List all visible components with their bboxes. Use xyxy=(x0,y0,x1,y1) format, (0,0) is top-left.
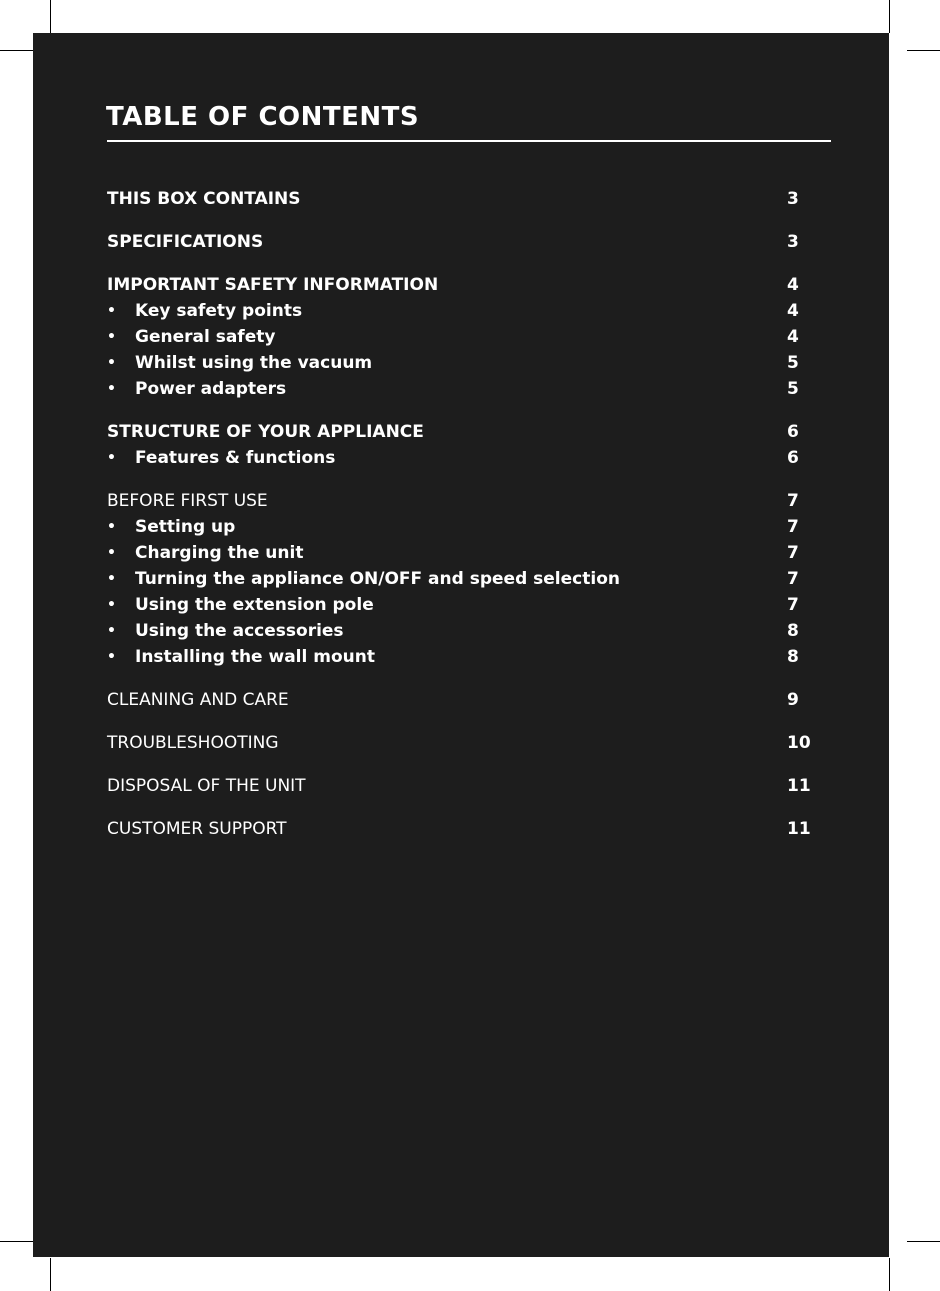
toc-heading-entry[interactable] xyxy=(107,488,811,514)
title-divider xyxy=(107,140,831,142)
crop-mark-bottom-right xyxy=(889,1258,890,1291)
crop-mark-right-top xyxy=(907,50,940,51)
toc-subitem-label: General safety xyxy=(135,327,276,347)
toc-page-number: 3 xyxy=(787,232,799,252)
toc-subitem xyxy=(107,376,286,402)
toc-subitem-label: Charging the unit xyxy=(135,543,304,563)
toc-heading-label: IMPORTANT SAFETY INFORMATION xyxy=(107,275,439,295)
toc-page-number: 9 xyxy=(787,690,799,710)
toc-subitem-label: Using the extension pole xyxy=(135,595,374,615)
toc-heading-entry[interactable] xyxy=(107,816,811,842)
bullet-icon: • xyxy=(107,597,116,613)
toc-subitem-entry[interactable] xyxy=(107,445,811,471)
toc-subitem xyxy=(107,514,235,540)
toc-subitem-label: Key safety points xyxy=(135,301,303,321)
toc-subitem-label: Using the accessories xyxy=(135,621,344,641)
toc-section xyxy=(107,488,811,670)
toc-heading-label: TROUBLESHOOTING xyxy=(107,733,279,753)
toc-heading-label: SPECIFICATIONS xyxy=(107,232,264,252)
table-of-contents xyxy=(107,186,811,859)
toc-subitem-entry[interactable] xyxy=(107,324,811,350)
toc-subitem xyxy=(107,540,303,566)
toc-subitem xyxy=(107,618,344,644)
toc-subitem-entry[interactable] xyxy=(107,618,811,644)
toc-subitem-label: Power adapters xyxy=(135,379,287,399)
toc-heading-entry[interactable] xyxy=(107,773,811,799)
toc-page-number: 7 xyxy=(787,543,799,563)
toc-heading-label: STRUCTURE OF YOUR APPLIANCE xyxy=(107,422,424,442)
manual-page xyxy=(33,33,889,1257)
toc-heading-label: THIS BOX CONTAINS xyxy=(107,189,301,209)
toc-section xyxy=(107,186,811,212)
toc-subitem xyxy=(107,644,375,670)
toc-subitem xyxy=(107,592,374,618)
toc-subitem-entry[interactable] xyxy=(107,540,811,566)
toc-heading-entry[interactable] xyxy=(107,186,811,212)
toc-page-number: 7 xyxy=(787,595,799,615)
toc-page-number: 4 xyxy=(787,275,799,295)
toc-section xyxy=(107,773,811,799)
crop-mark-top-right xyxy=(889,0,890,33)
toc-heading-label: BEFORE FIRST USE xyxy=(107,491,268,511)
toc-subitem-entry[interactable] xyxy=(107,644,811,670)
toc-page-number: 3 xyxy=(787,189,799,209)
toc-page-number: 6 xyxy=(787,422,799,442)
toc-subitem-label: Whilst using the vacuum xyxy=(135,353,373,373)
toc-heading-label: CUSTOMER SUPPORT xyxy=(107,819,287,839)
page-title: TABLE OF CONTENTS xyxy=(106,102,420,132)
crop-mark-left-top xyxy=(0,50,33,51)
toc-section xyxy=(107,229,811,255)
toc-heading-label: CLEANING AND CARE xyxy=(107,690,289,710)
crop-mark-left-bottom xyxy=(0,1241,33,1242)
toc-subitem-entry[interactable] xyxy=(107,376,811,402)
bullet-icon: • xyxy=(107,450,116,466)
toc-page-number: 10 xyxy=(787,733,811,753)
toc-subitem-label: Setting up xyxy=(135,517,236,537)
bullet-icon: • xyxy=(107,381,116,397)
toc-page-number: 7 xyxy=(787,569,799,589)
toc-heading-entry[interactable] xyxy=(107,687,811,713)
toc-page-number: 5 xyxy=(787,353,799,373)
toc-subitem-entry[interactable] xyxy=(107,566,811,592)
toc-subitem xyxy=(107,350,372,376)
toc-heading-entry[interactable] xyxy=(107,730,811,756)
toc-subitem xyxy=(107,445,335,471)
toc-heading-label: DISPOSAL OF THE UNIT xyxy=(107,776,306,796)
toc-page-number: 8 xyxy=(787,647,799,667)
bullet-icon: • xyxy=(107,649,116,665)
bullet-icon: • xyxy=(107,303,116,319)
toc-page-number: 8 xyxy=(787,621,799,641)
toc-section xyxy=(107,816,811,842)
bullet-icon: • xyxy=(107,545,116,561)
toc-subitem-entry[interactable] xyxy=(107,592,811,618)
toc-page-number: 7 xyxy=(787,491,799,511)
crop-mark-right-bottom xyxy=(907,1241,940,1242)
toc-section xyxy=(107,272,811,402)
bullet-icon: • xyxy=(107,623,116,639)
toc-section xyxy=(107,687,811,713)
toc-page-number: 4 xyxy=(787,327,799,347)
toc-subitem-label: Installing the wall mount xyxy=(135,647,375,667)
toc-page-number: 11 xyxy=(787,819,811,839)
toc-heading-entry[interactable] xyxy=(107,229,811,255)
toc-subitem-entry[interactable] xyxy=(107,350,811,376)
toc-page-number: 6 xyxy=(787,448,799,468)
toc-subitem xyxy=(107,566,620,592)
toc-page-number: 5 xyxy=(787,379,799,399)
crop-mark-top-left xyxy=(50,0,51,33)
toc-subitem-label: Features & functions xyxy=(135,448,336,468)
toc-subitem-entry[interactable] xyxy=(107,298,811,324)
crop-mark-bottom-left xyxy=(50,1258,51,1291)
toc-page-number: 11 xyxy=(787,776,811,796)
toc-heading-entry[interactable] xyxy=(107,272,811,298)
toc-page-number: 4 xyxy=(787,301,799,321)
toc-subitem xyxy=(107,324,275,350)
toc-subitem-label: Turning the appliance ON/OFF and speed selection xyxy=(135,569,620,589)
toc-section xyxy=(107,419,811,471)
toc-section xyxy=(107,730,811,756)
toc-subitem-entry[interactable] xyxy=(107,514,811,540)
toc-heading-entry[interactable] xyxy=(107,419,811,445)
bullet-icon: • xyxy=(107,355,116,371)
bullet-icon: • xyxy=(107,519,116,535)
toc-page-number: 7 xyxy=(787,517,799,537)
toc-subitem xyxy=(107,298,302,324)
bullet-icon: • xyxy=(107,571,116,587)
bullet-icon: • xyxy=(107,329,116,345)
